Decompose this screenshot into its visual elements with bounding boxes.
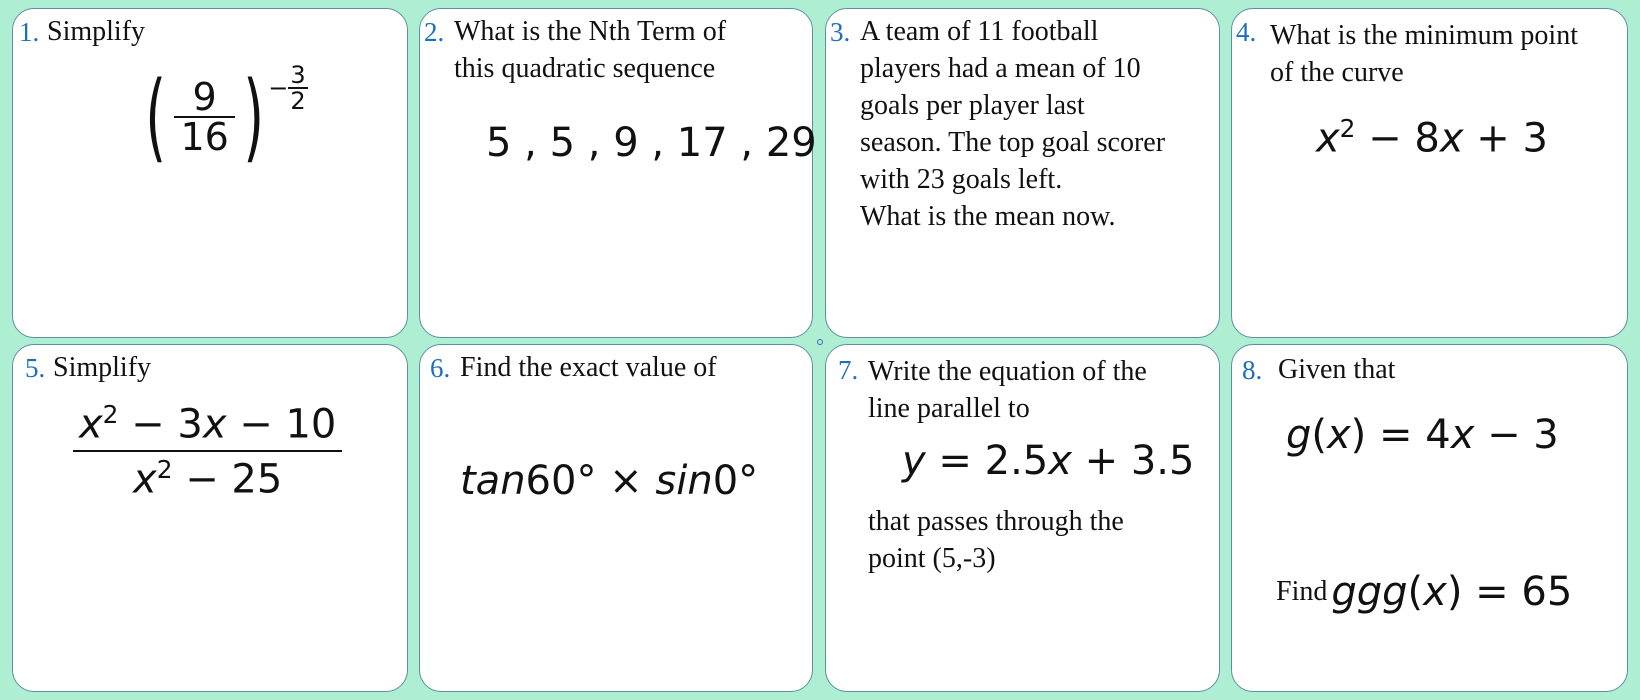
math-variable: x [202,401,227,448]
trig-expression [460,458,759,504]
fraction-numerator: 9 [192,75,217,119]
exponent [268,63,307,113]
question-prompt-line-6: What is the mean now. [860,201,1116,232]
question-prompt-line-2: this quadratic sequence [454,53,716,84]
math-variable: x [1450,412,1475,458]
math-term: − 8 [1355,115,1440,162]
question-after-line-2: point (5,-3) [868,543,996,574]
math-variable: x [1439,115,1464,162]
question-number: 4. [1236,17,1257,47]
trig-angle: 60° [525,458,597,504]
function-definition [1286,412,1559,458]
question-prompt-line-2: line parallel to [868,393,1030,424]
math-term: = 4 [1366,412,1451,458]
question-prompt: Simplify [47,16,146,47]
question-number: 7. [838,355,859,385]
math-term: − 3 [1474,412,1559,458]
question-prompt-line-5: with 23 goals left. [860,164,1063,195]
find-row [1276,569,1572,615]
exponent-fraction [288,63,307,113]
question-number: 6. [430,353,451,383]
fraction [174,75,234,159]
math-operator: × [596,458,656,504]
function-name: g [1286,412,1312,458]
math-paren: ) [1350,412,1367,458]
question-number: 5. [25,353,46,383]
question-prompt: Simplify [53,352,152,383]
math-variable: x [1316,115,1340,162]
question-card-8 [1231,344,1628,692]
question-prompt: Find the exact value of [460,352,717,383]
math-term: + 3.5 [1071,438,1195,484]
math-variable: x [1048,438,1072,484]
math-paren: ( [1407,569,1424,615]
line-equation [902,438,1195,484]
math-exponent: 2 [1339,114,1356,143]
math-paren: ( [1311,412,1327,458]
exponent-numerator: 3 [290,61,306,89]
question-card-5 [12,344,408,692]
math-term: − 3 [118,401,203,448]
question-number: 2. [424,17,445,47]
find-expression [1331,569,1572,615]
question-number: 8. [1242,355,1263,385]
sequence-expression: 5 , 5 , 9 , 17 , 29 [486,120,817,166]
trig-function: sin [655,458,713,504]
find-label: Find [1276,576,1328,607]
question-card-1 [12,8,408,338]
math-term: − 25 [172,456,283,503]
question-prompt-line-1: Write the equation of the [868,356,1147,387]
math-variable: x [1327,412,1351,458]
math-term: − 10 [226,401,337,448]
rational-expression [73,400,342,503]
function-name: ggg [1331,569,1408,615]
math-exponent: 2 [102,400,119,429]
fraction-numerator [73,400,342,450]
math-term: = 2.5 [925,438,1049,484]
fraction-power-expression [137,61,308,173]
fraction-denominator: 16 [180,115,229,159]
rational-fraction [73,400,342,503]
question-card-7 [825,344,1220,692]
curve-expression [1316,114,1548,162]
question-prompt-line-1: What is the minimum point [1270,20,1578,51]
right-paren: ) [243,61,264,173]
question-after-line-1: that passes through the [868,506,1124,537]
math-variable: x [133,456,157,503]
center-dot-marker [817,339,823,345]
trig-angle: 0° [712,458,759,504]
trig-function: tan [460,458,526,504]
question-card-6 [419,344,813,692]
question-card-3 [825,8,1220,338]
question-number: 1. [19,17,40,47]
left-paren: ( [145,61,167,173]
question-prompt-line-1: What is the Nth Term of [454,16,727,47]
question-prompt: Given that [1278,354,1396,385]
math-paren: ) [1446,569,1463,615]
math-exponent: 2 [156,455,173,485]
math-term: + 3 [1463,115,1548,162]
math-variable: x [79,401,103,448]
question-prompt-line-4: season. The top goal scorer [860,127,1166,158]
question-prompt-line-2: of the curve [1270,57,1404,88]
math-variable: y [902,438,926,484]
exponent-sign: − [268,74,289,102]
question-prompt-line-3: goals per player last [860,90,1085,121]
math-variable: x [1423,569,1447,615]
question-card-4 [1231,8,1628,338]
question-prompt-line-1: A team of 11 football [860,16,1099,47]
question-card-2 [419,8,817,338]
math-term: = 65 [1462,569,1573,615]
fraction-denominator [127,452,288,503]
question-prompt-line-2: players had a mean of 10 [860,53,1141,84]
exponent-denominator: 2 [290,87,306,115]
question-number: 3. [830,17,851,47]
